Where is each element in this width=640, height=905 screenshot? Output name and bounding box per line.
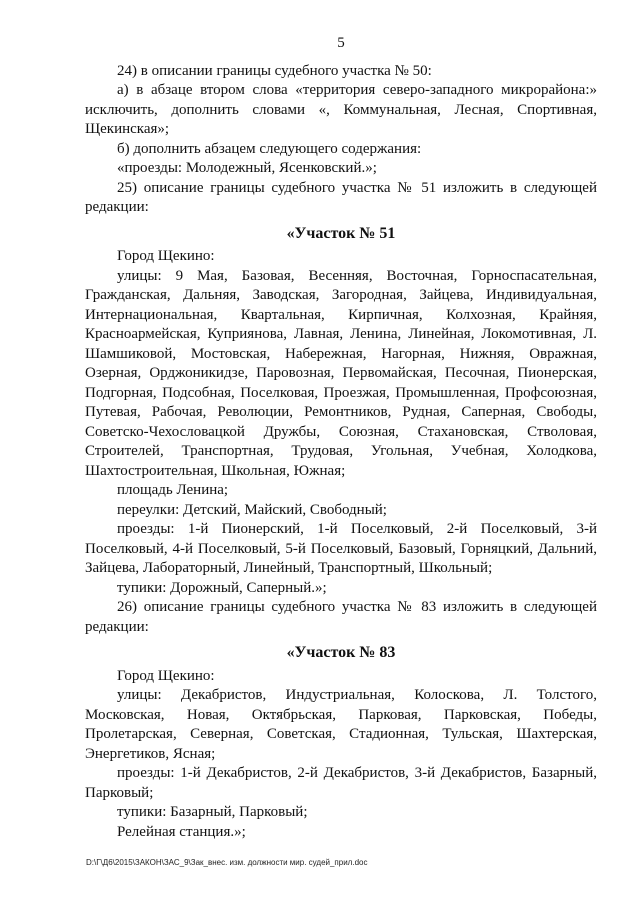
item26-passages: проезды: 1-й Декабристов, 2-й Декабристов, 3-й Декабристов, Базарный, Парковый; — [85, 765, 597, 801]
item26-station: Релейная станция.»; — [117, 823, 246, 840]
item24-a: а) в абзаце втором слова «территория северо-западного микрорайона:» исключить, дополнить словами «, Коммунальная, Лесная, Спортивная, Щекинская»; — [85, 82, 597, 137]
item25-square: площадь Ленина; — [117, 482, 229, 498]
section-heading-83: «Участок № 83 — [286, 644, 396, 661]
item26-city: Город Щекино: — [117, 667, 215, 684]
item26-intro: 26) описание границы судебного участка № 83 изложить в следующей редакции: — [85, 599, 597, 635]
page-number: 5 — [337, 35, 345, 51]
item25-streets: улицы: 9 Мая, Базовая, Весенняя, Восточная, Горноспасательная, Гражданская, Дальняя, Заводская, Загородная, Зайцева, Индивидуальная, Интернациональная, Квартальная, Кирпичная, Колхозная, Крайняя, Красноармейская, Куприянова, Лавная, Ленина, Линейная, Локомотивная, Л. Шамшиковой, Мостовская, Набережная, Нагорная, Нижняя, Овражная, Озерная, Орджоникидзе, Паровозная, Первомайская, Песочная, Пионерская, Подгорная, Подсобная, Поселковая, Проезжая, Промышленная, Профсоюзная, Путевая, Рабочая, Революции, Ремонтников, Рудная, Саперная, Свободы, Советско-Чехословацкой Дружбы, Союзная, Стахановская, Стволовая, Строителей, Транспортная, Трудовая, Угольная, Учебная, Холодкова, Шахтостроительная, Школьная, Южная; — [85, 267, 597, 479]
item25-passages: проезды: 1-й Пионерский, 1-й Поселковый, 2-й Поселковый, 3-й Поселковый, 4-й Поселковый, 5-й Поселковый, Базовый, Горняцкий, Дальний, Зайцева, Лабораторный, Линейный, Транспортный, Школьный; — [85, 521, 597, 576]
file-path-footer: D:\Г\Д6\2015\ЗАКОН\ЗАС_9\Зак_внес. изм. должности мир. судей_прил.doc — [86, 858, 368, 867]
item24-b: б) дополнить абзацем следующего содержания: — [117, 140, 422, 157]
item25-lanes: переулки: Детский, Майский, Свободный; — [117, 501, 387, 518]
section-heading-51: «Участок № 51 — [286, 224, 396, 242]
item25-deadends: тупики: Дорожный, Саперный.»; — [117, 579, 327, 596]
item25-city: Город Щекино: — [117, 248, 215, 264]
item26-deadends: тупики: Базарный, Парковый; — [117, 804, 308, 820]
item26-streets: улицы: Декабристов, Индустриальная, Колоскова, Л. Толстого, Московская, Новая, Октябрьская, Парковая, Парковская, Победы, Пролетарская, Северная, Советская, Стадионная, Тульская, Шахтерская, Энергетиков, Ясная; — [85, 687, 597, 762]
item24-b-text: «проезды: Молодежный, Ясенковский.»; — [117, 160, 377, 176]
item24-intro: 24) в описании границы судебного участка № 50: — [117, 62, 432, 79]
document-page — [85, 34, 597, 842]
item25-intro: 25) описание границы судебного участка № 51 изложить в следующей редакции: — [85, 179, 597, 215]
